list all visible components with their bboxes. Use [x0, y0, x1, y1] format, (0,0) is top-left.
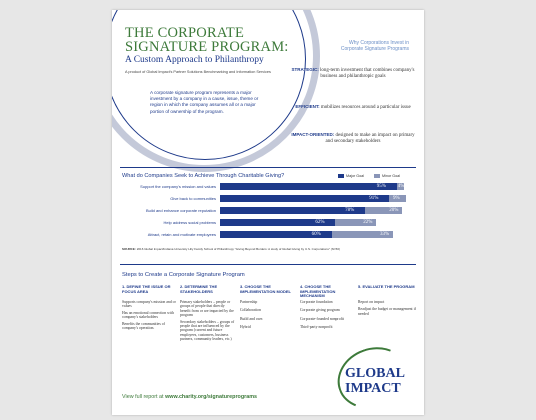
step-bullet: Collaboration [240, 308, 261, 313]
step-bullet: Partnership [240, 300, 258, 304]
why-item-strategic [290, 67, 416, 80]
bar-value-label-minor: 9% [393, 195, 400, 201]
legend-label-minor: Minor Goal [382, 174, 401, 178]
footer-prefix: View full report at [122, 394, 164, 400]
intro-text: A corporate signature program represents a major investment by a company in a cause, issue, theme or region in which the company assumes all or a major portion of ownership of the program. [150, 90, 259, 114]
footer [122, 394, 257, 400]
section-divider [120, 167, 416, 168]
step-body-5 [358, 300, 416, 316]
logo-text-line-1: GLOBAL [345, 366, 405, 381]
step-heading-1: 1. DEFINE THE ISSUE OR FOCUS AREA [122, 284, 171, 294]
step-bullet: Hybrid [240, 325, 251, 330]
step-body-1 [122, 300, 176, 330]
bar-major-goal [220, 183, 397, 190]
step-bullet: Report on impact [358, 300, 385, 304]
title-line-1: THE CORPORATE [125, 25, 245, 41]
category-label: Support the company's mission and values [140, 184, 216, 189]
step-heading-2: 2. DETERMINE THE STAKEHOLDERS [180, 284, 218, 294]
bar-value-label-major: 60% [311, 231, 321, 237]
legend-swatch-major [338, 174, 344, 178]
step-bullet: Corporate-founded nonprofit [300, 316, 344, 321]
bar-value-label-minor: 22% [363, 219, 373, 225]
step-bullet: Benefits the communities of company's operation. [122, 321, 165, 331]
why-item-text: long-term investment that combines company's business and philanthropic goals [319, 68, 415, 79]
legend-major [338, 174, 364, 178]
step-bullet: Supports company's mission and or values [122, 300, 176, 309]
category-label: Attract, retain and motivate employees [147, 232, 216, 237]
step-bullet: Third-party nonprofit [300, 325, 333, 330]
bar-major-goal [220, 207, 365, 214]
report-link[interactable]: www.charity.org/signatureprograms [165, 394, 258, 400]
step-bullet: Secondary stakeholders – groups of people that are influenced by the program (current and future employees, customers, business partners, community leaders, etc.) [180, 319, 235, 342]
why-item-label: IMPACT-ORIENTED: [291, 132, 335, 137]
global-impact-logo [333, 348, 411, 408]
steps-title: Steps to Create a Corporate Signature Program [122, 272, 245, 278]
why-item-label: EFFICIENT: [295, 104, 320, 109]
step-bullet: Has an emotional connection with company's stakeholders [122, 310, 174, 320]
chart-source [122, 247, 418, 251]
bar-value-label-minor: 4% [397, 183, 405, 189]
step-heading-4: 4. CHOOSE THE IMPLEMENTATION MECHANISM [300, 284, 336, 299]
source-label: SOURCE: [122, 247, 136, 251]
byline: A product of Global Impact's Partner Solutions Benchmarking and Information Services [125, 70, 271, 74]
step-bullet: Corporate giving program [300, 308, 340, 313]
category-label: Help address social problems [163, 220, 216, 225]
why-item-text: mobilizes resources around a particular issue [320, 105, 411, 110]
page-subtitle: A Custom Approach to Philanthropy [125, 55, 264, 65]
page-title [125, 26, 325, 54]
why-item-efficient [290, 104, 416, 111]
logo-text-line-2: IMPACT [345, 381, 401, 396]
infographic-page [112, 10, 424, 415]
category-label: Give back to communities [170, 196, 216, 201]
bar-value-label-major: 62% [315, 219, 325, 225]
why-item-text: designed to make an impact on primary and secondary stakeholders [325, 133, 415, 144]
legend-minor [374, 174, 400, 178]
category-label: Build and enhance corporate reputation [145, 208, 216, 213]
step-bullet: Readjust the budget or management if needed [358, 307, 416, 316]
step-bullet: Build and own [240, 316, 263, 321]
legend-label-major: Major Goal [346, 174, 365, 178]
section-divider [120, 264, 416, 265]
why-title: Why Corporations Invest in Corporate Signature Programs [340, 40, 409, 52]
step-bullet: Corporate foundation [300, 300, 333, 304]
step-bullet: Primary stakeholders – people or groups of people that directly benefit from or are impacted by the program [180, 300, 234, 318]
step-body-3 [240, 300, 296, 330]
step-body-4 [300, 300, 352, 330]
bar-value-label-major: 95% [376, 183, 386, 189]
chart-title: What do Companies Seek to Achieve Through Charitable Giving? [122, 173, 285, 179]
step-body-2 [180, 300, 236, 342]
step-heading-5: 5. EVALUATE THE PROGRAM [358, 284, 415, 289]
bar-value-label-major: 91% [369, 195, 379, 201]
legend-swatch-minor [374, 174, 380, 178]
source-text: 2016 Global Impact/Indiana University Lilly Family School of Philanthropy "Giving Beyond Borders: A study of Global Giving by U.S. Corporations" (N=50) [136, 247, 340, 251]
bar-value-label-minor: 20% [389, 207, 399, 213]
step-heading-3: 3. CHOOSE THE IMPLEMENTATION MODEL [240, 284, 291, 294]
bar-value-label-minor: 33% [379, 231, 390, 237]
title-line-2: SIGNATURE PROGRAM: [125, 39, 289, 55]
bar-value-label-major: 78% [345, 207, 355, 213]
why-item-impact [290, 132, 416, 145]
why-item-label: STRATEGIC: [291, 67, 319, 72]
bar-major-goal [220, 195, 389, 202]
